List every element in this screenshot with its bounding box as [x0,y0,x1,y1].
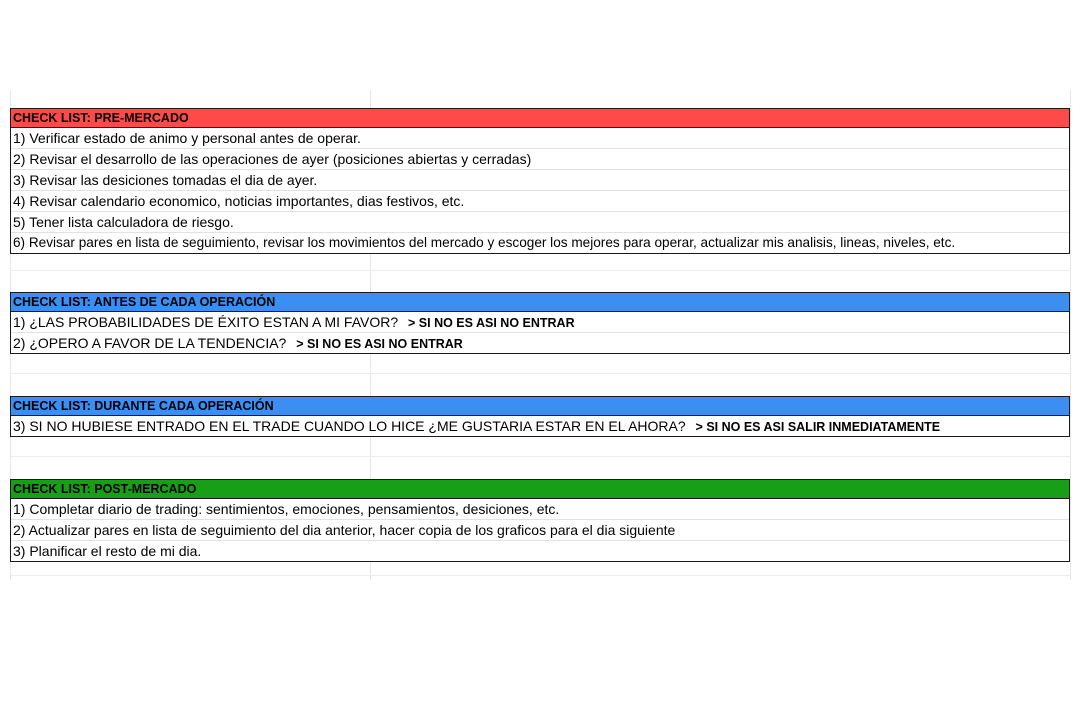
item-rule: > SI NO ES ASI SALIR INMEDIATAMENTE [695,420,941,434]
during-operation-header: CHECK LIST: DURANTE CADA OPERACIÓN [11,397,1069,416]
grid-line [10,456,1070,457]
grid-line [1070,90,1071,580]
pre-market-item[interactable]: 1) Verificar estado de animo y personal antes de operar. [11,128,1069,149]
grid-line [10,373,1070,374]
item-question: 1) ¿LAS PROBABILIDADES DE ÉXITO ESTAN A MI FAVOR? [13,314,399,330]
post-market-item[interactable]: 3) Planificar el resto de mi dia. [13,543,202,559]
pre-market-header: CHECK LIST: PRE-MERCADO [11,109,1069,128]
before-operation-item[interactable] [11,333,1069,353]
pre-market-item[interactable]: 5) Tener lista calculadora de riesgo. [11,212,1069,233]
during-operation-checklist [10,396,1070,437]
during-operation-item[interactable] [11,416,1069,436]
item-question: 3) SI NO HUBIESE ENTRADO EN EL TRADE CUANDO LO HICE ¿ME GUSTARIA ESTAR EN EL AHORA? [13,418,686,434]
post-market-item[interactable]: 1) Completar diario de trading: sentimientos, emociones, pensamientos, desiciones, etc. [11,499,1069,520]
before-operation-header: CHECK LIST: ANTES DE CADA OPERACIÓN [11,293,1069,312]
post-market-item[interactable]: 2) Actualizar pares en lista de seguimiento del dia anterior, hacer copia de los graficos para el dia siguiente [11,520,1069,541]
pre-market-item[interactable]: 6) Revisar pares en lista de seguimiento, revisar los movimientos del mercado y escoger los mejores para operar, actualizar mis analisis, lineas, niveles, etc. [13,235,956,250]
pre-market-item[interactable]: 3) Revisar las desiciones tomadas el dia de ayer. [11,170,1069,191]
pre-market-item[interactable]: 2) Revisar el desarrollo de las operaciones de ayer (posiciones abiertas y cerradas) [11,149,1069,170]
before-operation-checklist [10,292,1070,354]
pre-market-item[interactable]: 4) Revisar calendario economico, noticias importantes, dias festivos, etc. [11,191,1069,212]
before-operation-item[interactable] [11,312,1069,333]
pre-market-checklist [10,108,1070,254]
grid-line [10,575,1070,576]
item-rule: > SI NO ES ASI NO ENTRAR [408,316,575,330]
item-question: 2) ¿OPERO A FAVOR DE LA TENDENCIA? [13,335,287,351]
post-market-checklist [10,479,1070,562]
post-market-header: CHECK LIST: POST-MERCADO [11,480,1069,499]
grid-line [10,270,1070,271]
item-rule: > SI NO ES ASI NO ENTRAR [296,337,463,351]
